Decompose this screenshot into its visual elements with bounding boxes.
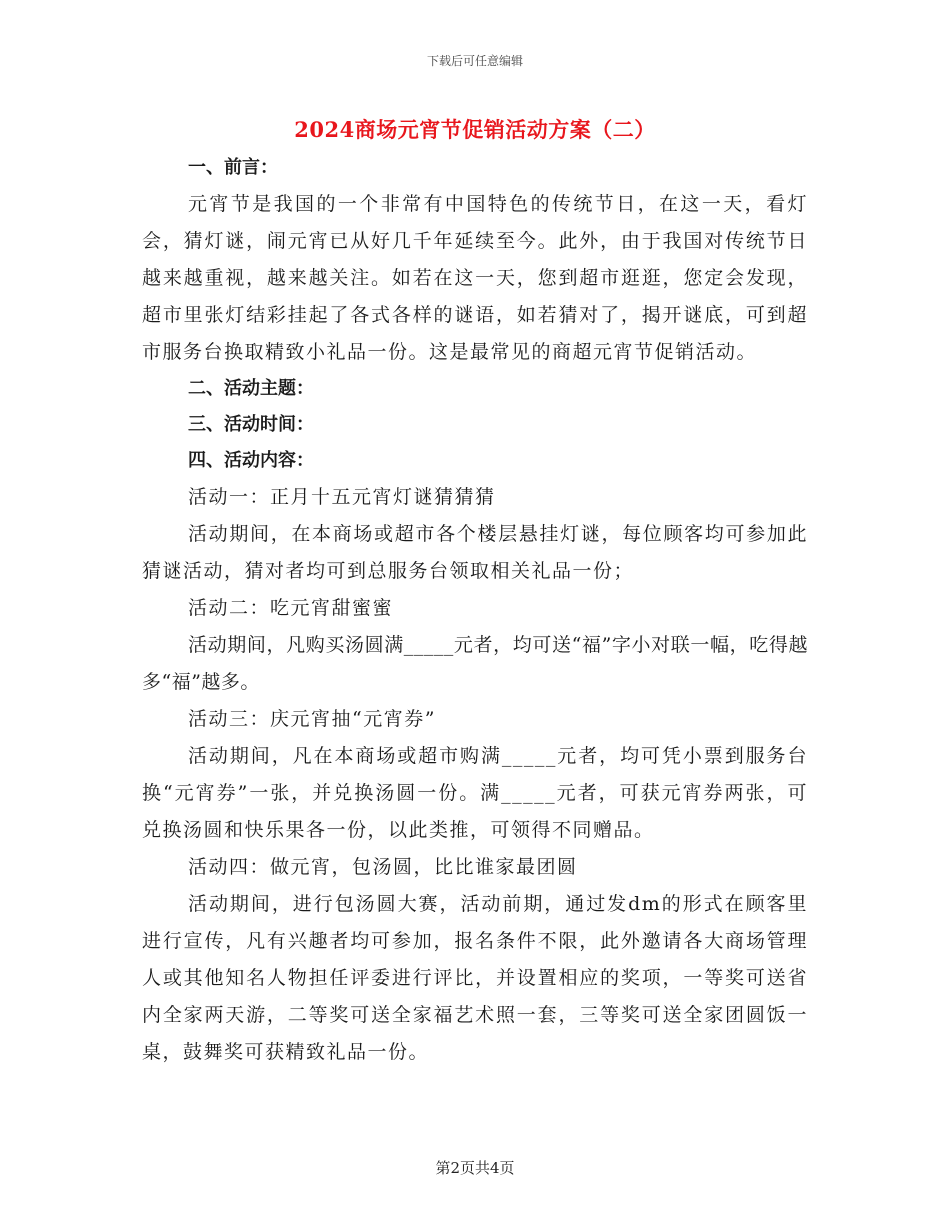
activity-2-body: 活动期间，凡购买汤圆满_____元者，均可送“福”字小对联一幅，吃得越多“福”越多。 — [142, 634, 808, 693]
activity-2-title: 活动二：吃元宵甜蜜蜜 — [188, 597, 394, 619]
page-title: 2024商场元宵节促销活动方案（二） — [294, 117, 656, 142]
preface-paragraph: 元宵节是我国的一个非常有中国特色的传统节日，在这一天，看灯会，猜灯谜，闹元宵已从好几千年延续至今。此外，由于我国对传统节日越来越重视，越来越关注。如若在这一天，您到超市逛逛，您定会发现，超市里张灯结彩挂起了各式各样的谜语，如若猜对了，揭开谜底，可到超市服务台换取精致小礼品一份。这是最常见的商超元宵节促销活动。 — [142, 193, 808, 363]
section-heading-preface: 一、前言： — [188, 157, 278, 178]
activity-1-body: 活动期间，在本商场或超市各个楼层悬挂灯谜，每位顾客均可参加此猜谜活动，猜对者均可到总服务台领取相关礼品一份； — [142, 523, 808, 582]
section-heading-time: 三、活动时间： — [188, 414, 314, 435]
section-heading-theme: 二、活动主题： — [188, 378, 314, 399]
page-number: 第2页共4页 — [435, 1159, 515, 1177]
document-body — [142, 150, 808, 1071]
activity-1-title: 活动一：正月十五元宵灯谜猜猜猜 — [188, 486, 496, 508]
activity-3-body: 活动期间，凡在本商场或超市购满_____元者，均可凭小票到服务台换“元宵券”一张，并兑换汤圆一份。满_____元者，可获元宵券两张，可兑换汤圆和快乐果各一份，以此类推，可领得不同赠品。 — [142, 745, 808, 841]
section-heading-content: 四、活动内容： — [188, 450, 314, 471]
activity-4-body: 活动期间，进行包汤圆大赛，活动前期，通过发dm的形式在顾客里进行宣传，凡有兴趣者均可参加，报名条件不限，此外邀请各大商场管理人或其他知名人物担任评委进行评比，并设置相应的奖项，一等奖可送省内全家两天游，二等奖可送全家福艺术照一套，三等奖可送全家团圆饭一桌，鼓舞奖可获精致礼品一份。 — [142, 893, 808, 1063]
page-header-note: 下载后可任意编辑 — [426, 54, 523, 68]
activity-4-title: 活动四：做元宵，包汤圆，比比谁家最团圆 — [188, 856, 578, 878]
activity-3-title: 活动三：庆元宵抽“元宵券” — [188, 708, 436, 730]
